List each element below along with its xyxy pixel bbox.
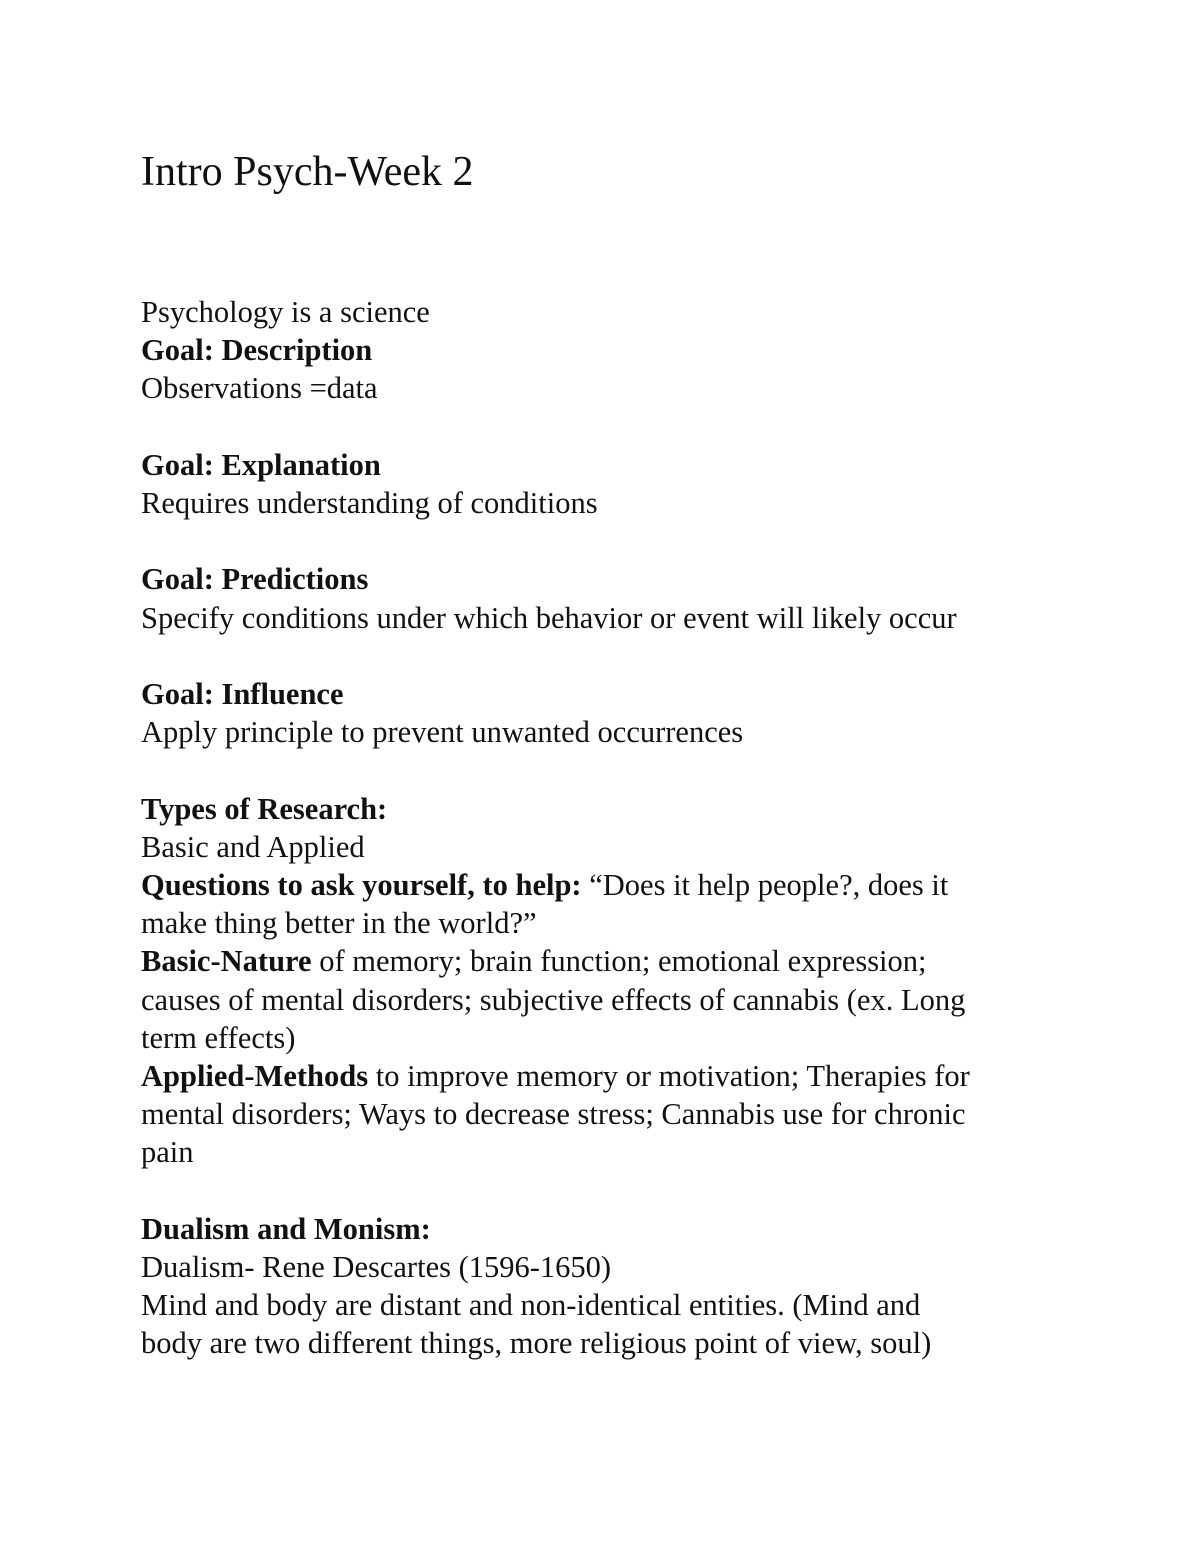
applied-text: to improve memory or motivation; Therapies for [368, 1059, 970, 1093]
dualism-line-1: Mind and body are distant and non-identical entities. (Mind and [141, 1288, 921, 1323]
research-basic-line [141, 942, 1071, 980]
goal-influence-text: Apply principle to prevent unwanted occurrences [141, 715, 744, 750]
spacer [141, 751, 1071, 789]
dualism-subheading: Dualism- Rene Descartes (1596-1650) [141, 1250, 612, 1284]
research-heading: Types of Research: [141, 791, 388, 826]
research-basic-line-2: causes of mental disorders; subjective effects of cannabis (ex. Long [141, 982, 966, 1017]
basic-text: of memory; brain function; emotional expression; [311, 944, 927, 979]
research-questions-line [141, 866, 1071, 904]
research-subheading: Basic and Applied [141, 829, 365, 864]
goal-predictions-heading: Goal: Predictions [141, 562, 369, 597]
research-basic-line-3: term effects) [141, 1020, 296, 1055]
goal-influence-heading: Goal: Influence [141, 676, 344, 711]
spacer [141, 408, 1071, 446]
basic-label: Basic-Nature [141, 944, 312, 979]
questions-text: “Does it help people?, does it [581, 867, 949, 902]
goal-description-heading: Goal: Description [141, 333, 373, 368]
goal-explanation-heading: Goal: Explanation [141, 447, 381, 482]
goal-explanation-text: Requires understanding of conditions [141, 486, 598, 520]
dualism-line-2: body are two different things, more religious point of view, soul) [141, 1326, 932, 1361]
research-applied-line [141, 1057, 1071, 1095]
research-questions-line-2: make thing better in the world?” [141, 906, 537, 941]
goal-predictions-text: Specify conditions under which behavior or event will likely occur [141, 600, 957, 635]
questions-label: Questions to ask yourself, to help: [141, 867, 582, 902]
spacer [141, 1172, 1071, 1210]
notes-body [141, 293, 1071, 1363]
dualism-heading: Dualism and Monism: [141, 1211, 431, 1246]
goal-description-text: Observations =data [141, 371, 378, 406]
research-applied-line-3: pain [141, 1135, 194, 1170]
research-applied-line-2: mental disorders; Ways to decrease stress; Cannabis use for chronic [141, 1097, 966, 1132]
applied-label: Applied-Methods [141, 1059, 369, 1093]
intro-line: Psychology is a science [141, 295, 430, 329]
spacer [141, 637, 1071, 675]
page-title: Intro Psych-Week 2 [141, 149, 474, 195]
spacer [141, 522, 1071, 560]
